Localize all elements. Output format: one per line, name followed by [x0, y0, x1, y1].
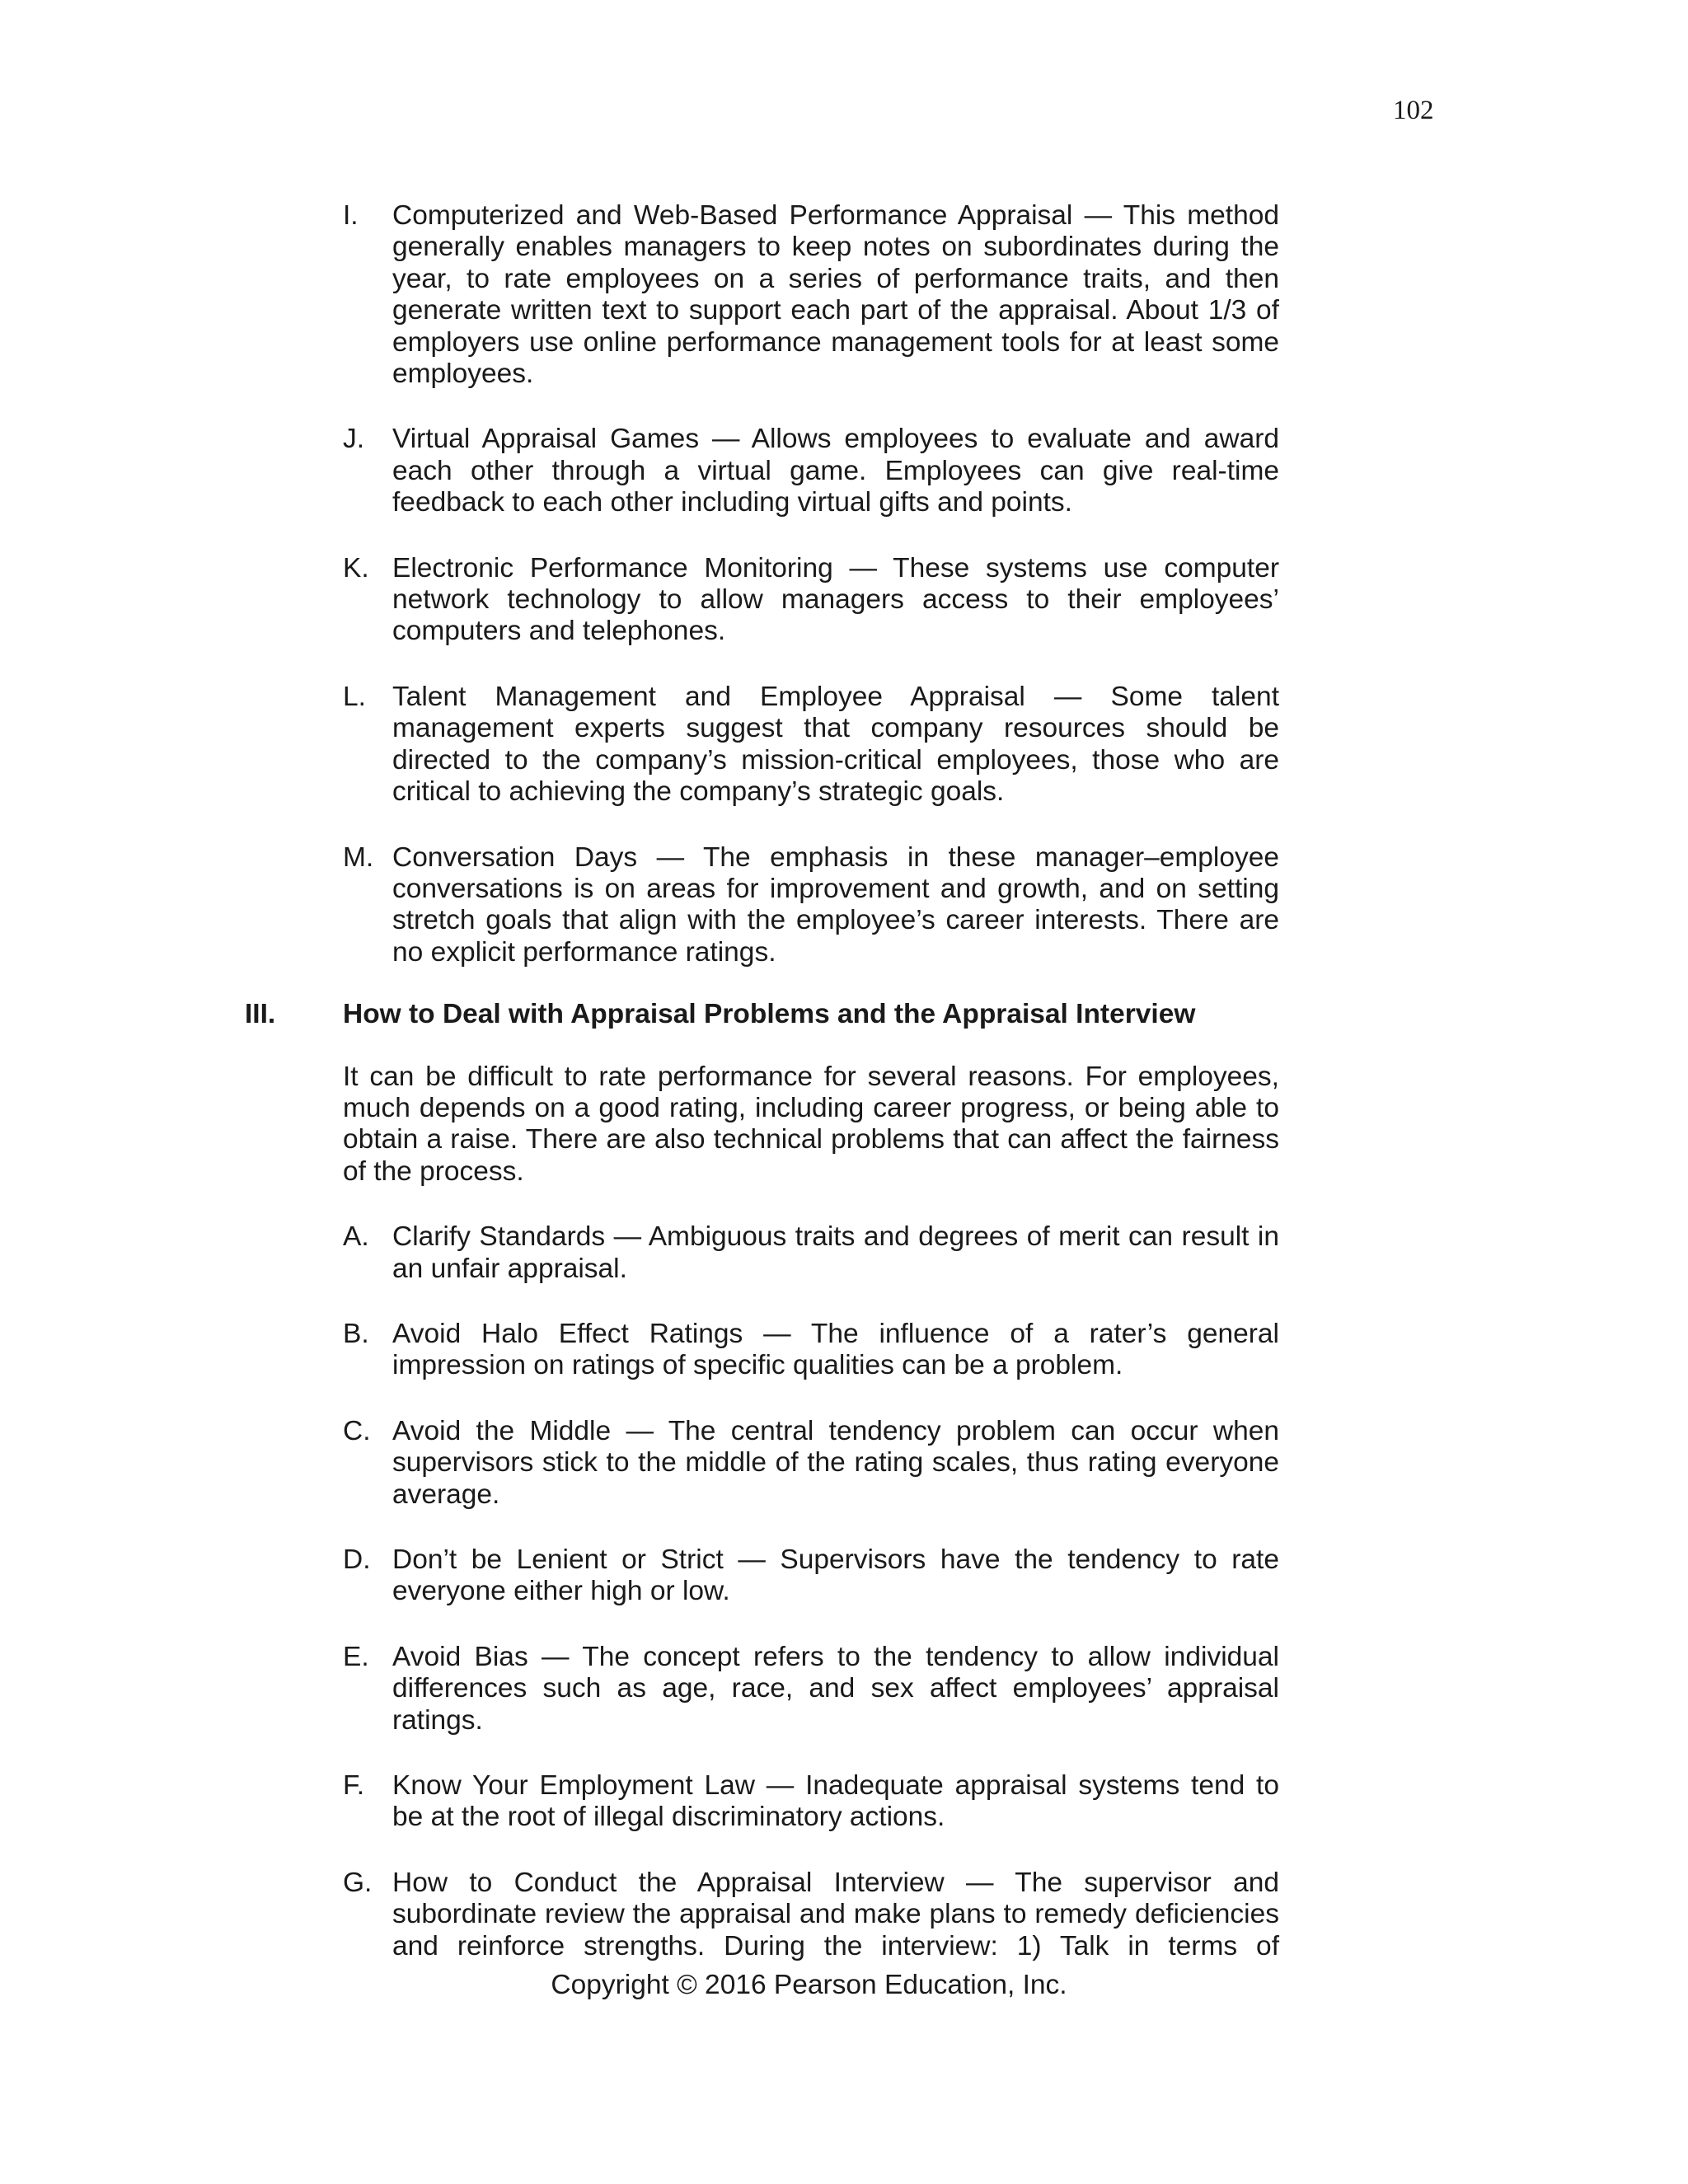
- list-item-letter: B.: [343, 1318, 369, 1349]
- list-item-letter: A.: [343, 1221, 369, 1253]
- section-intro-paragraph: It can be difficult to rate performance for several reasons. For employees, much depends on a good rating, including career progress, or being able to obtain a raise. There are also technical problems that can affect the fairness of the process.: [343, 1061, 1279, 1187]
- section-numeral: III.: [245, 999, 276, 1030]
- list-item-letter: D.: [343, 1544, 371, 1575]
- list-item-text: Avoid Halo Effect Ratings — The influence of a rater’s general impression on ratings of specific qualities can be a problem.: [392, 1318, 1279, 1381]
- list-item-text: Conversation Days — The emphasis in these manager–employee conversations is on areas for improvement and growth, and on setting stretch goals that align with the employee’s career interests. There are no explicit performance ratings.: [392, 841, 1279, 968]
- list-item-m: [343, 841, 1279, 969]
- list-item-letter: L.: [343, 681, 366, 712]
- list-item-b: [343, 1318, 1279, 1382]
- list-item-i: [343, 200, 1279, 390]
- section-heading: [245, 999, 1279, 1030]
- list-item-a: [343, 1221, 1279, 1285]
- list-item-letter: J.: [343, 424, 365, 455]
- list-item-letter: G.: [343, 1867, 373, 1898]
- section-heading-text: How to Deal with Appraisal Problems and the Appraisal Interview: [343, 999, 1196, 1030]
- list-item-letter: F.: [343, 1770, 365, 1802]
- list-item-letter: E.: [343, 1641, 369, 1672]
- list-item-text: Know Your Employment Law — Inadequate appraisal systems tend to be at the root of illegal discriminatory actions.: [392, 1770, 1279, 1833]
- copyright-footer: Copyright © 2016 Pearson Education, Inc.: [551, 1970, 1067, 2000]
- list-item-g: [343, 1867, 1279, 1962]
- list-item-l: [343, 681, 1279, 808]
- list-item-text: Electronic Performance Monitoring — These systems use computer network technology to allow managers access to their employees’ computers and telephones.: [392, 552, 1279, 647]
- list-item-text: How to Conduct the Appraisal Interview — The supervisor and subordinate review the appraisal and make plans to remedy deficiencies and reinforce strengths. During the interview: 1) Talk in terms of: [392, 1867, 1279, 1961]
- list-item-c: [343, 1415, 1279, 1511]
- page-number: 102: [1393, 96, 1434, 125]
- list-item-letter: K.: [343, 552, 369, 583]
- list-item-letter: I.: [343, 200, 359, 231]
- list-item-text: Avoid Bias — The concept refers to the tendency to allow individual differences such as age, race, and sex affect employees’ appraisal ratings.: [392, 1641, 1279, 1736]
- list-item-text: Virtual Appraisal Games — Allows employees to evaluate and award each other through a virtual game. Employees can give real-time feedback to each other including virtual gifts and points.: [392, 424, 1279, 518]
- list-item-d: [343, 1544, 1279, 1608]
- list-item-text: Computerized and Web-Based Performance Appraisal — This method generally enables managers to keep notes on subordinates during the year, to rate employees on a series of performance traits, and then generate written text to support each part of the appraisal. About 1/3 of employers use online performance management tools for at least some employees.: [392, 200, 1279, 390]
- list-item-k: [343, 552, 1279, 648]
- page-content: [0, 200, 1688, 1962]
- list-item-text: Avoid the Middle — The central tendency problem can occur when supervisors stick to the middle of the rating scales, thus rating everyone average.: [392, 1415, 1279, 1510]
- list-item-text: Clarify Standards — Ambiguous traits and degrees of merit can result in an unfair appraisal.: [392, 1221, 1279, 1284]
- list-item-letter: M.: [343, 841, 374, 873]
- list-item-text: Don’t be Lenient or Strict — Supervisors have the tendency to rate everyone either high or low.: [392, 1544, 1279, 1607]
- list-item-e: [343, 1641, 1279, 1736]
- list-item-f: [343, 1770, 1279, 1834]
- list-item-j: [343, 424, 1279, 518]
- list-item-letter: C.: [343, 1415, 371, 1446]
- list-item-text: Talent Management and Employee Appraisal — Some talent management experts suggest that company resources should be directed to the company’s mission-critical employees, those who are critical to achieving the company’s strategic goals.: [392, 681, 1279, 808]
